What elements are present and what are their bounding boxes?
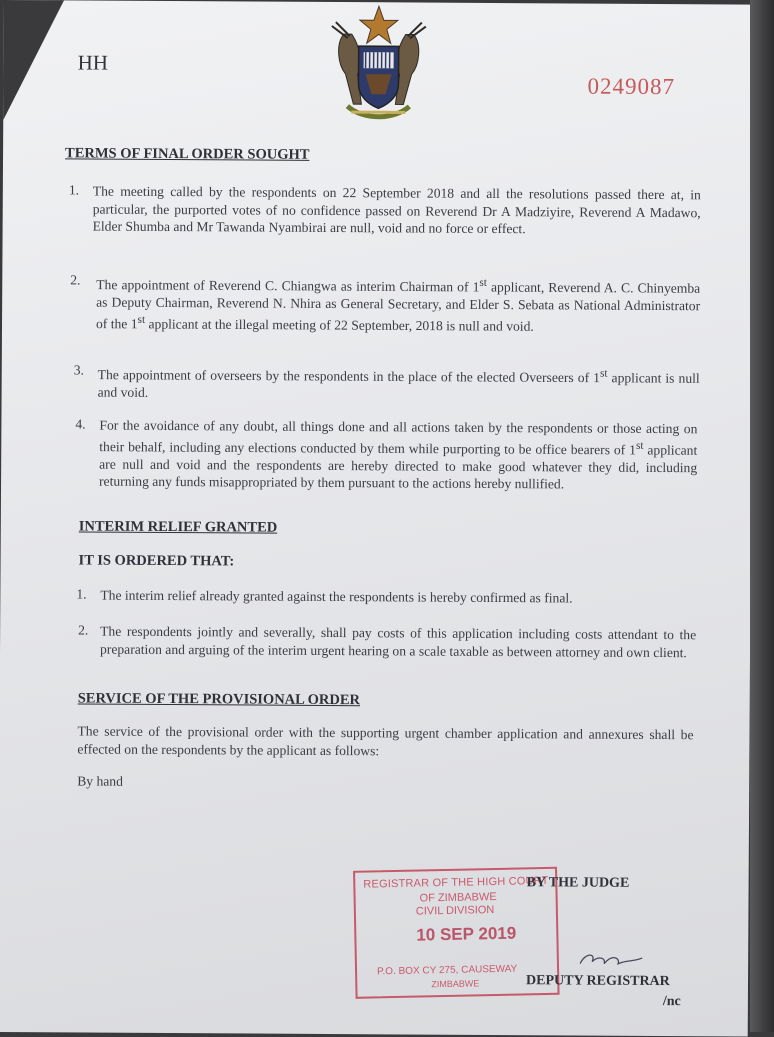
initials: /nc [662, 994, 681, 1010]
by-the-judge-label: BY THE JUDGE [526, 875, 630, 891]
final-order-item-number: 2. [70, 272, 81, 288]
final-order-item-number: 4. [75, 416, 86, 432]
stamp-line: OF ZIMBABWE [419, 890, 497, 905]
final-order-heading: TERMS OF FINAL ORDER SOUGHT [65, 145, 310, 163]
service-method: By hand [77, 773, 123, 789]
stamp-line: ZIMBABWE [431, 978, 480, 990]
document-number: 0249087 [587, 73, 676, 100]
interim-relief-heading: INTERIM RELIEF GRANTED [78, 518, 278, 536]
interim-item-number: 1. [76, 586, 87, 602]
coat-of-arms-emblem [313, 4, 444, 125]
final-order-item-number: 3. [73, 362, 84, 378]
stamp-line: REGISTRAR OF THE HIGH COURT [363, 874, 549, 891]
interim-item-text: The interim relief already granted against the respondents is hereby confirmed as final. [100, 587, 573, 606]
ordered-that-heading: IT IS ORDERED THAT: [78, 552, 235, 570]
stamp-line: CIVIL DIVISION [415, 904, 495, 918]
court-code: HH [77, 50, 109, 75]
interim-item-number: 2. [78, 622, 89, 638]
background-edge [750, 0, 774, 1032]
final-order-item-number: 1. [68, 182, 80, 198]
stamp-line: P.O. BOX CY 275, CAUSEWAY [376, 963, 518, 978]
final-order-item-text: The appointment of Reverend C. Chiangwa as interim Chairman of 1st applicant, Reverend A. C. Chinyemba as Deputy Chairman, Reverend N. Nhira as General Secretary, and Elder S. Sebata as National Administrator of the 1st applicant at the illegal meeting of 22 September, 2018 is null and void. [95, 276, 701, 334]
signature-scribble [576, 944, 646, 974]
deputy-registrar-label: DEPUTY REGISTRAR [525, 973, 670, 990]
service-text: The service of the provisional order with the supporting urgent chamber application and annexures shall be effected on the respondents by the applicant as follows: [77, 723, 694, 758]
final-order-item-text: The meeting called by the respondents on 22 September 2018 and all the resolutions passed there at, in particular, the purported votes of no confidence passed on Reverend Dr A Madziyire, Reverend A Madawo, Elder Shumba and Mr Tawanda Nyambirai are null, void and no force or effect. [92, 183, 701, 237]
final-order-item-text: For the avoidance of any doubt, all things done and all actions taken by the respondents or those acting on their behalf, including any elections conducted by them while purporting to be office bearers of 1st applicant are null and void and the respondents are hereby directed to make good whatever they did, including returning any funds misappropriated by them pursuant to the actions hereby nullified. [99, 417, 698, 492]
page-corner-shadow [3, 0, 64, 120]
service-heading: SERVICE OF THE PROVISIONAL ORDER [77, 690, 361, 709]
final-order-item-text: The appointment of overseers by the respondents in the place of the elected Overseers of 1st applicant is null and void. [97, 367, 700, 400]
stamp-date: 10 SEP 2019 [416, 923, 517, 945]
interim-item-text: The respondents jointly and severally, shall pay costs of this application including costs attendant to the preparation and arguing of the interim urgent hearing on a scale taxable as between attorney and own client. [99, 623, 697, 660]
